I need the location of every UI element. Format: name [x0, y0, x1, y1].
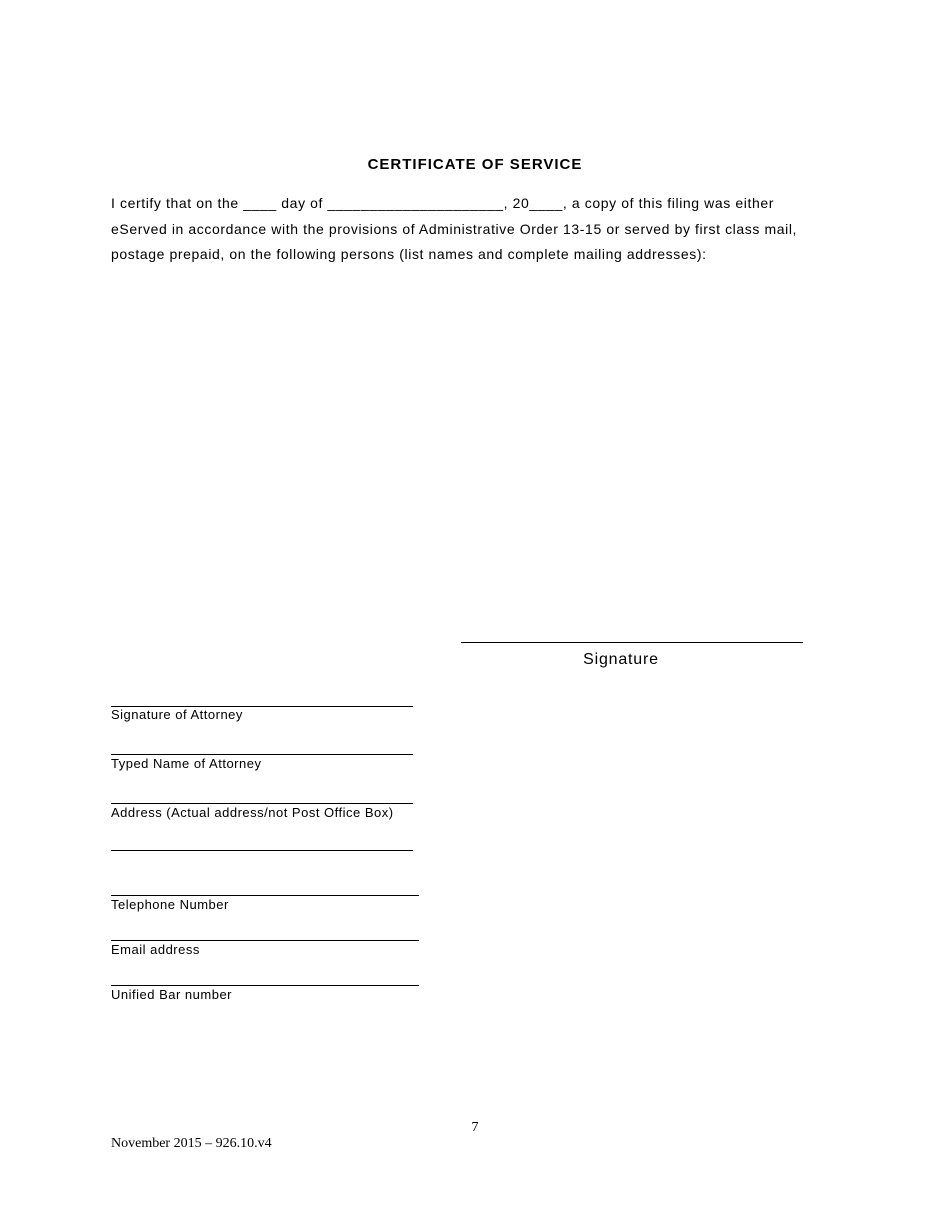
email-line[interactable] — [111, 939, 419, 941]
signature-line[interactable] — [461, 628, 803, 643]
typed-name-label: Typed Name of Attorney — [111, 756, 262, 771]
bar-number-label: Unified Bar number — [111, 987, 232, 1002]
telephone-line[interactable] — [111, 894, 419, 896]
certification-line-1: I certify that on the ____ day of _____________________, 20____, a copy of this filing was either — [111, 195, 774, 211]
page-number: 7 — [471, 1120, 479, 1135]
typed-name-line[interactable] — [111, 753, 413, 755]
email-label: Email address — [111, 942, 200, 957]
telephone-label: Telephone Number — [111, 897, 229, 912]
certification-line-2: eServed in accordance with the provisions of Administrative Order 13-15 or served by first class mail, — [111, 221, 798, 237]
document-title: CERTIFICATE OF SERVICE — [367, 156, 583, 173]
address-label: Address (Actual address/not Post Office Box) — [111, 805, 394, 820]
attorney-signature-label: Signature of Attorney — [111, 707, 243, 722]
footer-version: November 2015 – 926.10.v4 — [111, 1136, 272, 1151]
signature-label: Signature — [583, 651, 659, 668]
bar-number-line[interactable] — [111, 984, 419, 986]
address-line[interactable] — [111, 802, 413, 804]
certification-line-3: postage prepaid, on the following persons (list names and complete mailing addresses): — [111, 246, 707, 262]
address-line-2[interactable] — [111, 849, 413, 851]
